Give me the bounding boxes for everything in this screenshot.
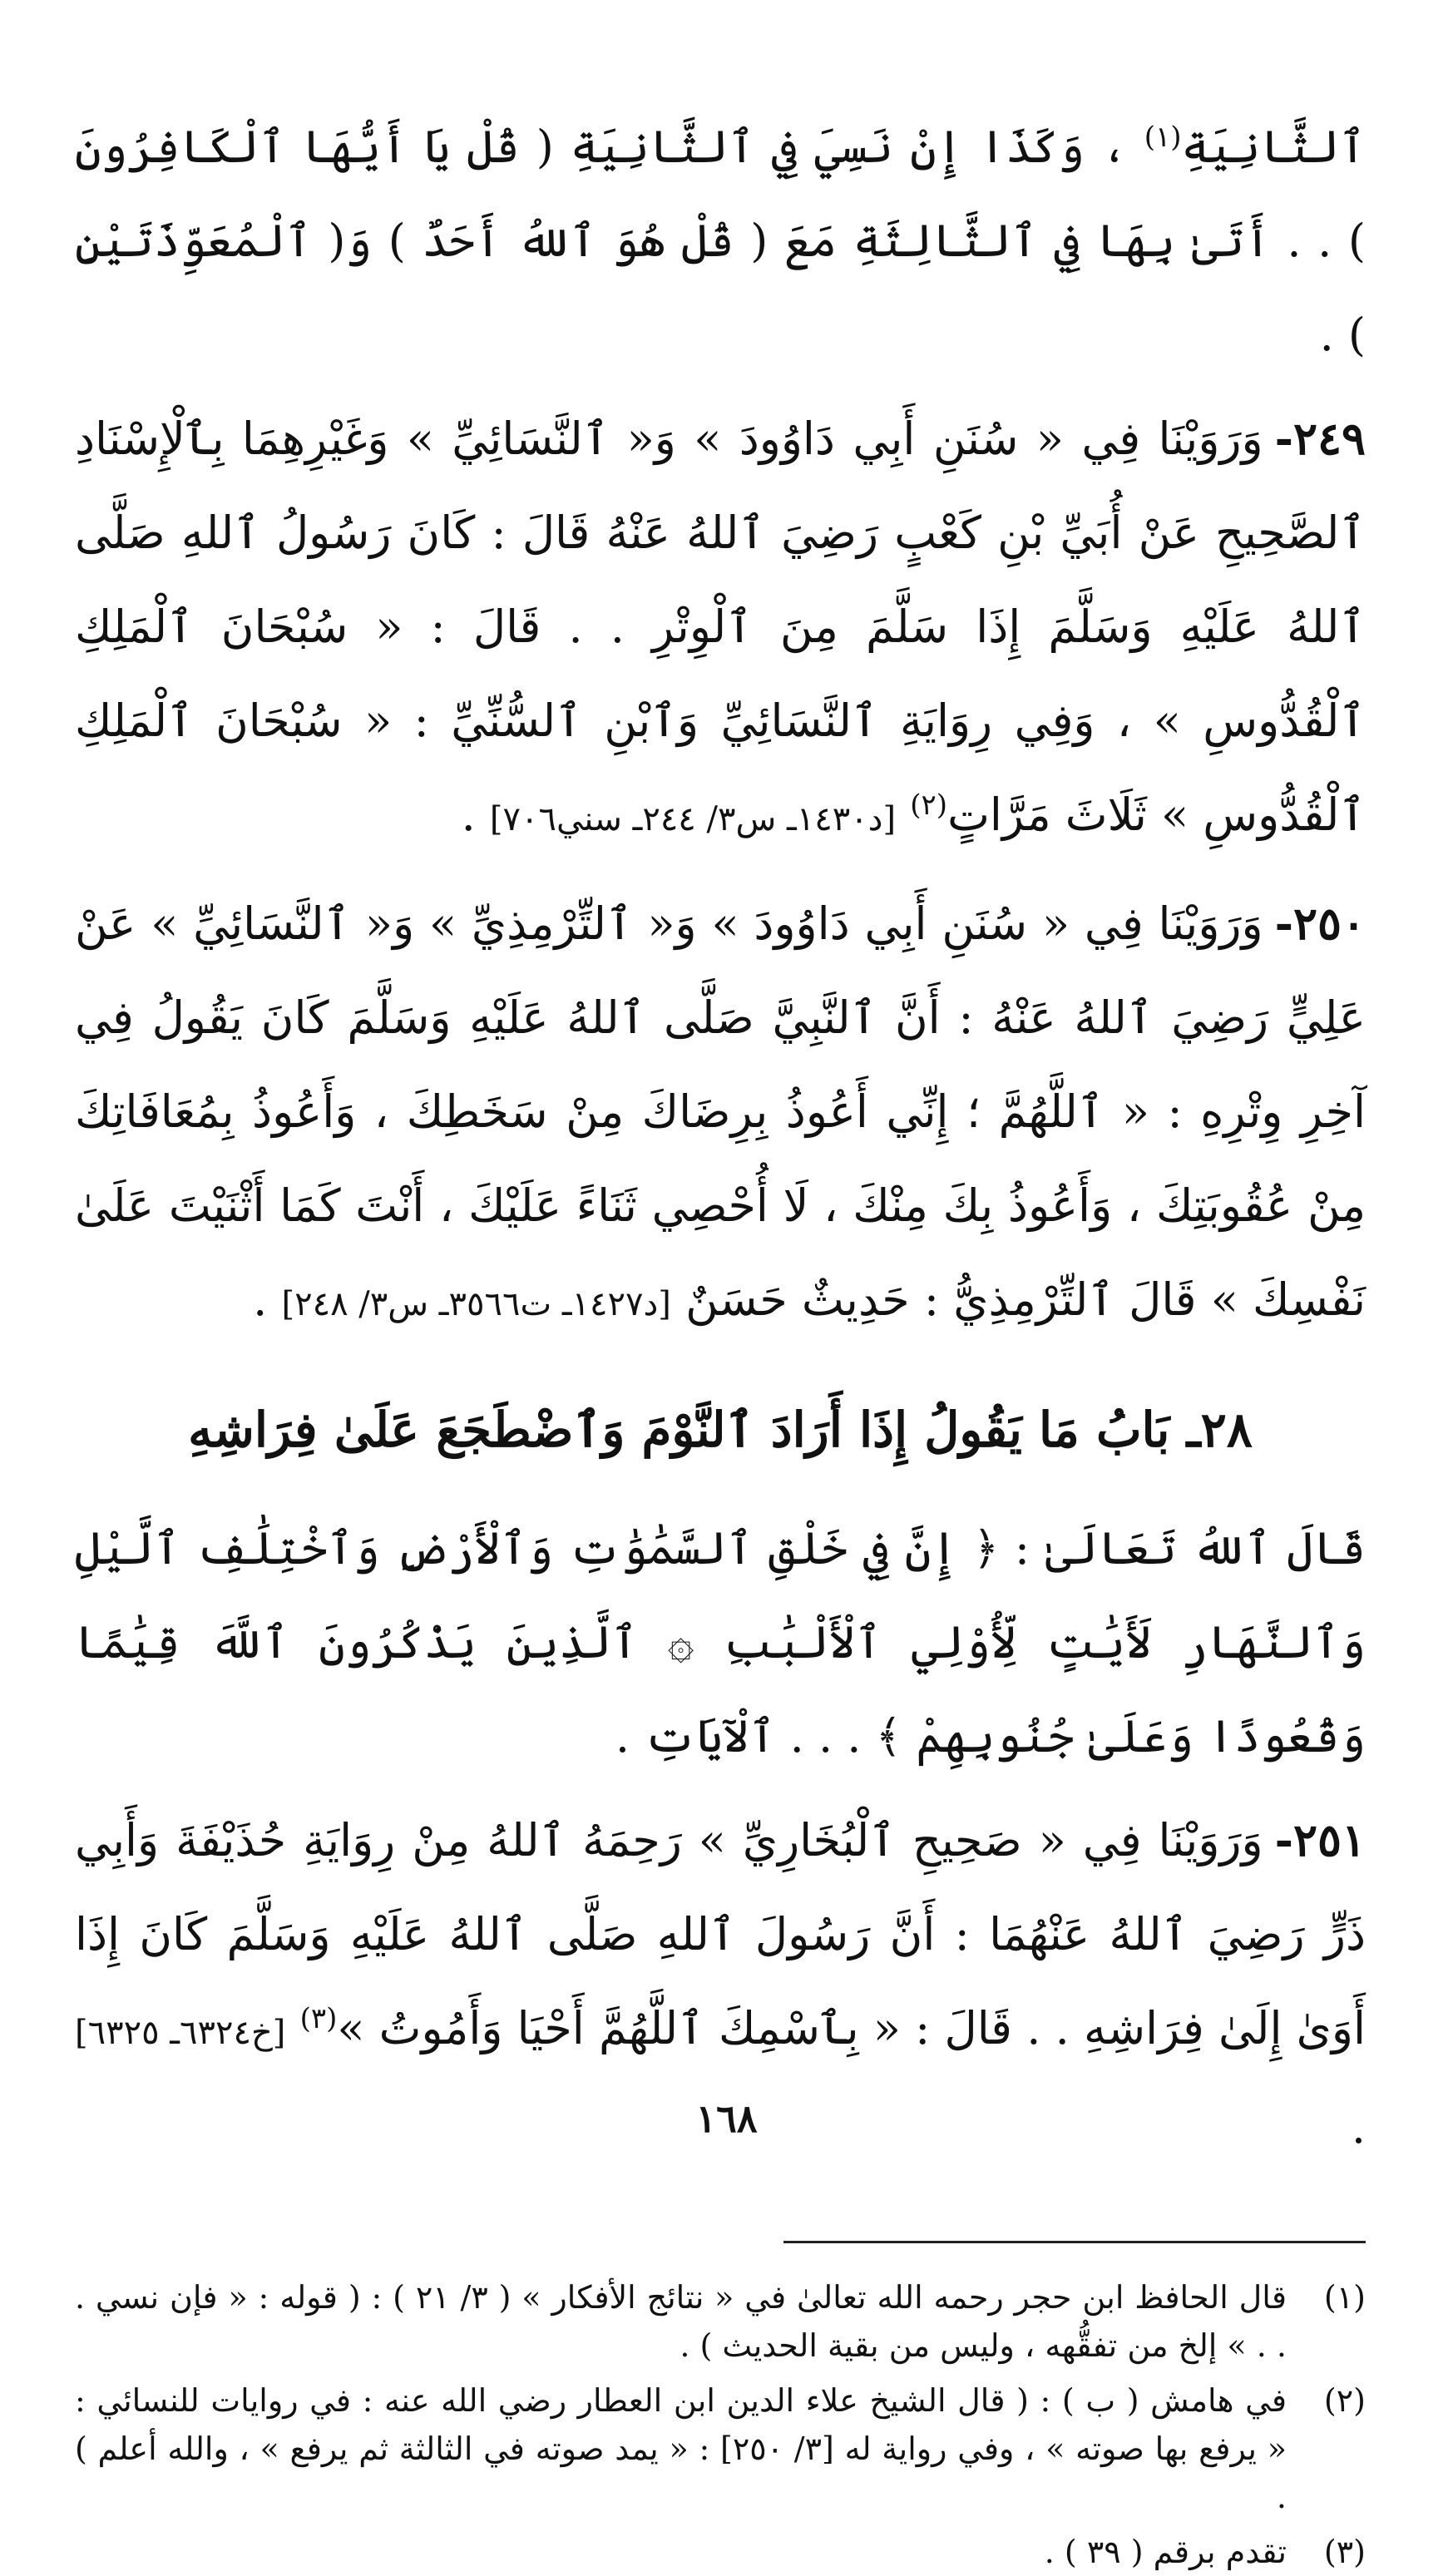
- footnote-marker-3: (٣): [299, 2002, 338, 2035]
- hadith-number: ٢٥١-: [1274, 1813, 1366, 1866]
- footnote-marker-2: (٢): [910, 789, 948, 822]
- hadith-text: وَرَوَيْنَا فِي « صَحِيحِ ٱلْبُخَارِيِّ » رَحِمَهُ ٱللهُ مِنْ رِوَايَةِ حُذَيْفَةَ وَأَبِي ذَرٍّ رَضِيَ ٱللهُ عَنْهُمَا : أَنَّ رَسُولَ ٱللهِ صَلَّى ٱللهُ عَلَيْهِ وَسَلَّمَ كَانَ إِذَا أَوَىٰ إِلَىٰ فِرَاشِهِ . . قَالَ : « بِٱسْمِكَ ٱللَّهُمَّ أَحْيَا وَأَمُوتُ »: [75, 1814, 1366, 2054]
- paragraph-end: .: [461, 789, 490, 841]
- footnote-number: (٣): [1323, 2534, 1366, 2570]
- continuation-start: ٱلثَّانِيَةِ: [1181, 121, 1366, 173]
- paragraph-continuation: [75, 100, 1366, 382]
- footnote-text: تقدم برقم ( ٣٩ ) .: [1044, 2534, 1287, 2570]
- hadith-250: [75, 877, 1366, 1352]
- chapter-heading: ٢٨ـ بَابُ مَا يَقُولُ إِذَا أَرَادَ ٱلنَّوْمَ وَٱضْطَجَعَ عَلَىٰ فِرَاشِهِ: [188, 1402, 1253, 1458]
- footnote-1: [75, 2273, 1366, 2370]
- hadith-text: وَرَوَيْنَا فِي « سُنَنِ أَبِي دَاوُودَ » وَ« ٱلنَّسَائِيِّ » وَغَيْرِهِمَا بِٱلْإِسْنَادِ ٱلصَّحِيحِ عَنْ أُبَيِّ بْنِ كَعْبٍ رَضِيَ ٱللهُ عَنْهُ قَالَ : كَانَ رَسُولُ ٱللهِ صَلَّى ٱللهُ عَلَيْهِ وَسَلَّمَ إِذَا سَلَّمَ مِنَ ٱلْوِتْرِ . . قَالَ : « سُبْحَانَ ٱلْمَلِكِ ٱلْقُدُّوسِ » ، وَفِي رِوَايَةِ ٱلنَّسَائِيِّ وَٱبْنِ ٱلسُّنِّيِّ : « سُبْحَانَ ٱلْمَلِكِ ٱلْقُدُّوسِ » ثَلَاثَ مَرَّاتٍ: [75, 413, 1367, 841]
- hadith-number: ٢٥٠-: [1274, 897, 1366, 950]
- footnote-text: في هامش ( ب ) : ( قال الشيخ علاء الدين ابن العطار رضي الله عنه : في روايات للنسائي : « يرفع بها صوته » ، وفي رواية له [٣/ ٢٥٠] : « يمد صوته في الثالثة ثم يرفع » ، والله أعلم ) .: [75, 2382, 1287, 2515]
- footnote-3: [75, 2528, 1366, 2576]
- footnote-marker-1: (١): [1144, 121, 1182, 154]
- footnote-divider: [783, 2241, 1366, 2243]
- main-text: [75, 100, 1366, 2174]
- footnote-number: (١): [1323, 2279, 1366, 2316]
- paragraph-end: .: [253, 1273, 282, 1326]
- page-number: ١٦٨: [695, 2096, 758, 2141]
- footnote-text: قال الحافظ ابن حجر رحمه الله تعالىٰ في « نتائج الأفكار » ( ٣/ ٢١ ) : ( قوله : « فإن نسي . . . » إلخ من تفقُّهه ، وليس من بقية الحديث ) .: [75, 2279, 1287, 2364]
- source-reference: [خ٦٣٢٤ـ ٦٣٢٥]: [75, 2014, 286, 2052]
- hadith-249: [75, 392, 1366, 867]
- continuation-text: ، وَكَذَا إِنْ نَسِيَ فِي ٱلثَّانِيَةِ ( قُلْ يَا أَيُّهَا ٱلْكَافِرُونَ ) . . أَتَىٰ بِهَا فِي ٱلثَّالِثَةِ مَعَ ( قُلْ هُوَ ٱللهُ أَحَدٌ ) وَ( ٱلْمُعَوِّذَتَيْنِ ) .: [75, 121, 1366, 361]
- hadith-text: وَرَوَيْنَا فِي « سُنَنِ أَبِي دَاوُودَ » وَ« ٱلتِّرْمِذِيِّ » وَ« ٱلنَّسَائِيِّ » عَنْ عَلِيٍّ رَضِيَ ٱللهُ عَنْهُ : أَنَّ ٱلنَّبِيَّ صَلَّى ٱللهُ عَلَيْهِ وَسَلَّمَ كَانَ يَقُولُ فِي آخِرِ وِتْرِهِ : « ٱللَّهُمَّ ؛ إِنِّي أَعُوذُ بِرِضَاكَ مِنْ سَخَطِكَ ، وَأَعُوذُ بِمُعَافَاتِكَ مِنْ عُقُوبَتِكَ ، وَأَعُوذُ بِكَ مِنْكَ ، لَا أُحْصِي ثَنَاءً عَلَيْكَ ، أَنْتَ كَمَا أَثْنَيْتَ عَلَىٰ نَفْسِكَ » قَالَ ٱلتِّرْمِذِيُّ : حَدِيثٌ حَسَنٌ: [75, 897, 1366, 1326]
- footnote-2: [75, 2376, 1366, 2521]
- footnotes: [75, 2273, 1366, 2576]
- hadith-number: ٢٤٩-: [1274, 412, 1366, 465]
- paragraph-end: .: [1351, 2101, 1366, 2153]
- source-reference: [د١٤٢٧ـ ت٣٥٦٦ـ س٣/ ٢٤٨]: [281, 1285, 671, 1323]
- source-reference: [د١٤٣٠ـ س٣/ ٢٤٤ـ سني٧٠٦]: [489, 800, 897, 838]
- quran-verse-paragraph: قَالَ ٱللهُ تَعَالَىٰ : ﴿ إِنَّ فِي خَلْقِ ٱلسَّمَٰوَٰتِ وَٱلْأَرْضِ وَٱخْتِلَٰفِ ٱلَّيْلِ وَٱلنَّهَارِ لَأَيَٰتٍ لِّأُوْلِي ٱلْأَلْبَٰبِ ۞ ٱلَّذِينَ يَذْكُرُونَ ٱللَّهَ قِيَٰمًا وَقُعُودًا وَعَلَىٰ جُنُوبِهِمْ ﴾ . . . ٱلْآيَاتِ .: [75, 1522, 1366, 1763]
- footnote-number: (٢): [1323, 2382, 1366, 2419]
